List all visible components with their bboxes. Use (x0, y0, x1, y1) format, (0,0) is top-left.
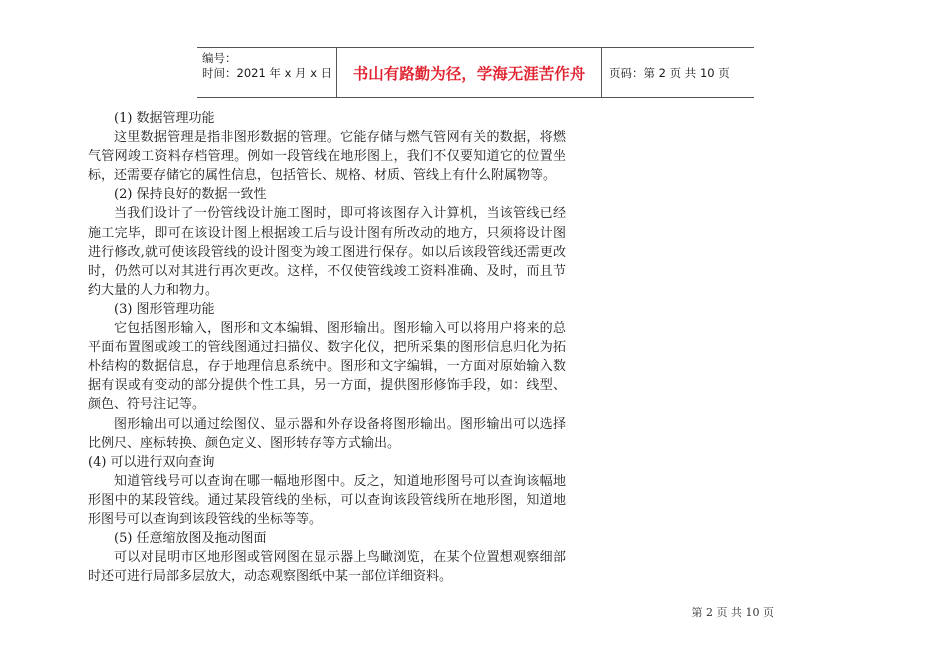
section-3-paragraph-2: 图形输出可以通过绘图仪、显示器和外存设备将图形输出。图形输出可以选择比例尺、座标转换、颜色定义、图形转存等方式输出。 (88, 416, 566, 451)
section-4-title: (4) 可以进行双向查询 (88, 454, 215, 470)
header-page-label: 页码：第 2 页 共 10 页 (609, 65, 730, 80)
section-2-title: (2) 保持良好的数据一致性 (114, 187, 267, 203)
time-label: 时间：2021 年 x 月 x 日 (202, 66, 333, 80)
section-5-title: (5) 任意缩放图及拖动图面 (114, 531, 267, 547)
page-header (197, 47, 754, 98)
header-meta (197, 48, 337, 97)
page-footer: 第 2 页 共 10 页 (691, 606, 774, 619)
section-5-paragraph: 可以对昆明市区地形图或管网图在显示器上鸟瞰浏览，在某个位置想观察细部时还可进行局部多层放大，动态观察图纸中某一部位详细资料。 (88, 550, 566, 585)
section-3-title: (3) 图形管理功能 (114, 301, 215, 317)
section-1-title: (1) 数据管理功能 (114, 111, 215, 126)
section-4-paragraph: 知道管线号可以查询在哪一幅地形图中。反之，知道地形图号可以查询该幅地形图中的某段管线。通过某段管线的坐标，可以查询该段管线所在地形图，知道地形图号可以查询到该段管线的坐标等等。 (88, 473, 566, 527)
section-3-paragraph-1: 它包括图形输入，图形和文本编辑、图形输出。图形输入可以将用户将来的总平面布置图或竣工的管线图通过扫描仪、数字化仪，把所采集的图形信息归化为拓朴结构的数据信息，存于地理信息系统中。图形和文字编辑，一方面对原始输入数据有误或有变动的部分提供个性工具，另一方面，提供图形修饰手段，如：线型、颜色、符号注记等。 (88, 321, 566, 413)
section-2-paragraph: 当我们设计了一份管线设计施工图时，即可将该图存入计算机，当该管线已经施工完毕，即可在该设计图上根据竣工后与设计图有所改动的地方，只须将设计图进行修改,就可使该段管线的设计图变为竣工图进行保存。如以后该段管线还需更改时，仍然可以对其进行再次更改。这样，不仅使管线竣工资料准确、及时，而且节约大量的人力和物力。 (88, 206, 566, 298)
header-motto: 书山有路勤为径，学海无涯苦作舟 (337, 48, 602, 97)
document-body (88, 109, 566, 586)
number-label: 编号： (202, 51, 237, 65)
section-1-paragraph: 这里数据管理是指非图形数据的管理。它能存储与燃气管网有关的数据，将燃气管网竣工资料存档管理。例如一段管线在地形图上，我们不仅要知道它的位置坐标，还需要存储它的属性信息，包括管长、规格、材质、管线上有什么附属物等。 (88, 130, 566, 184)
